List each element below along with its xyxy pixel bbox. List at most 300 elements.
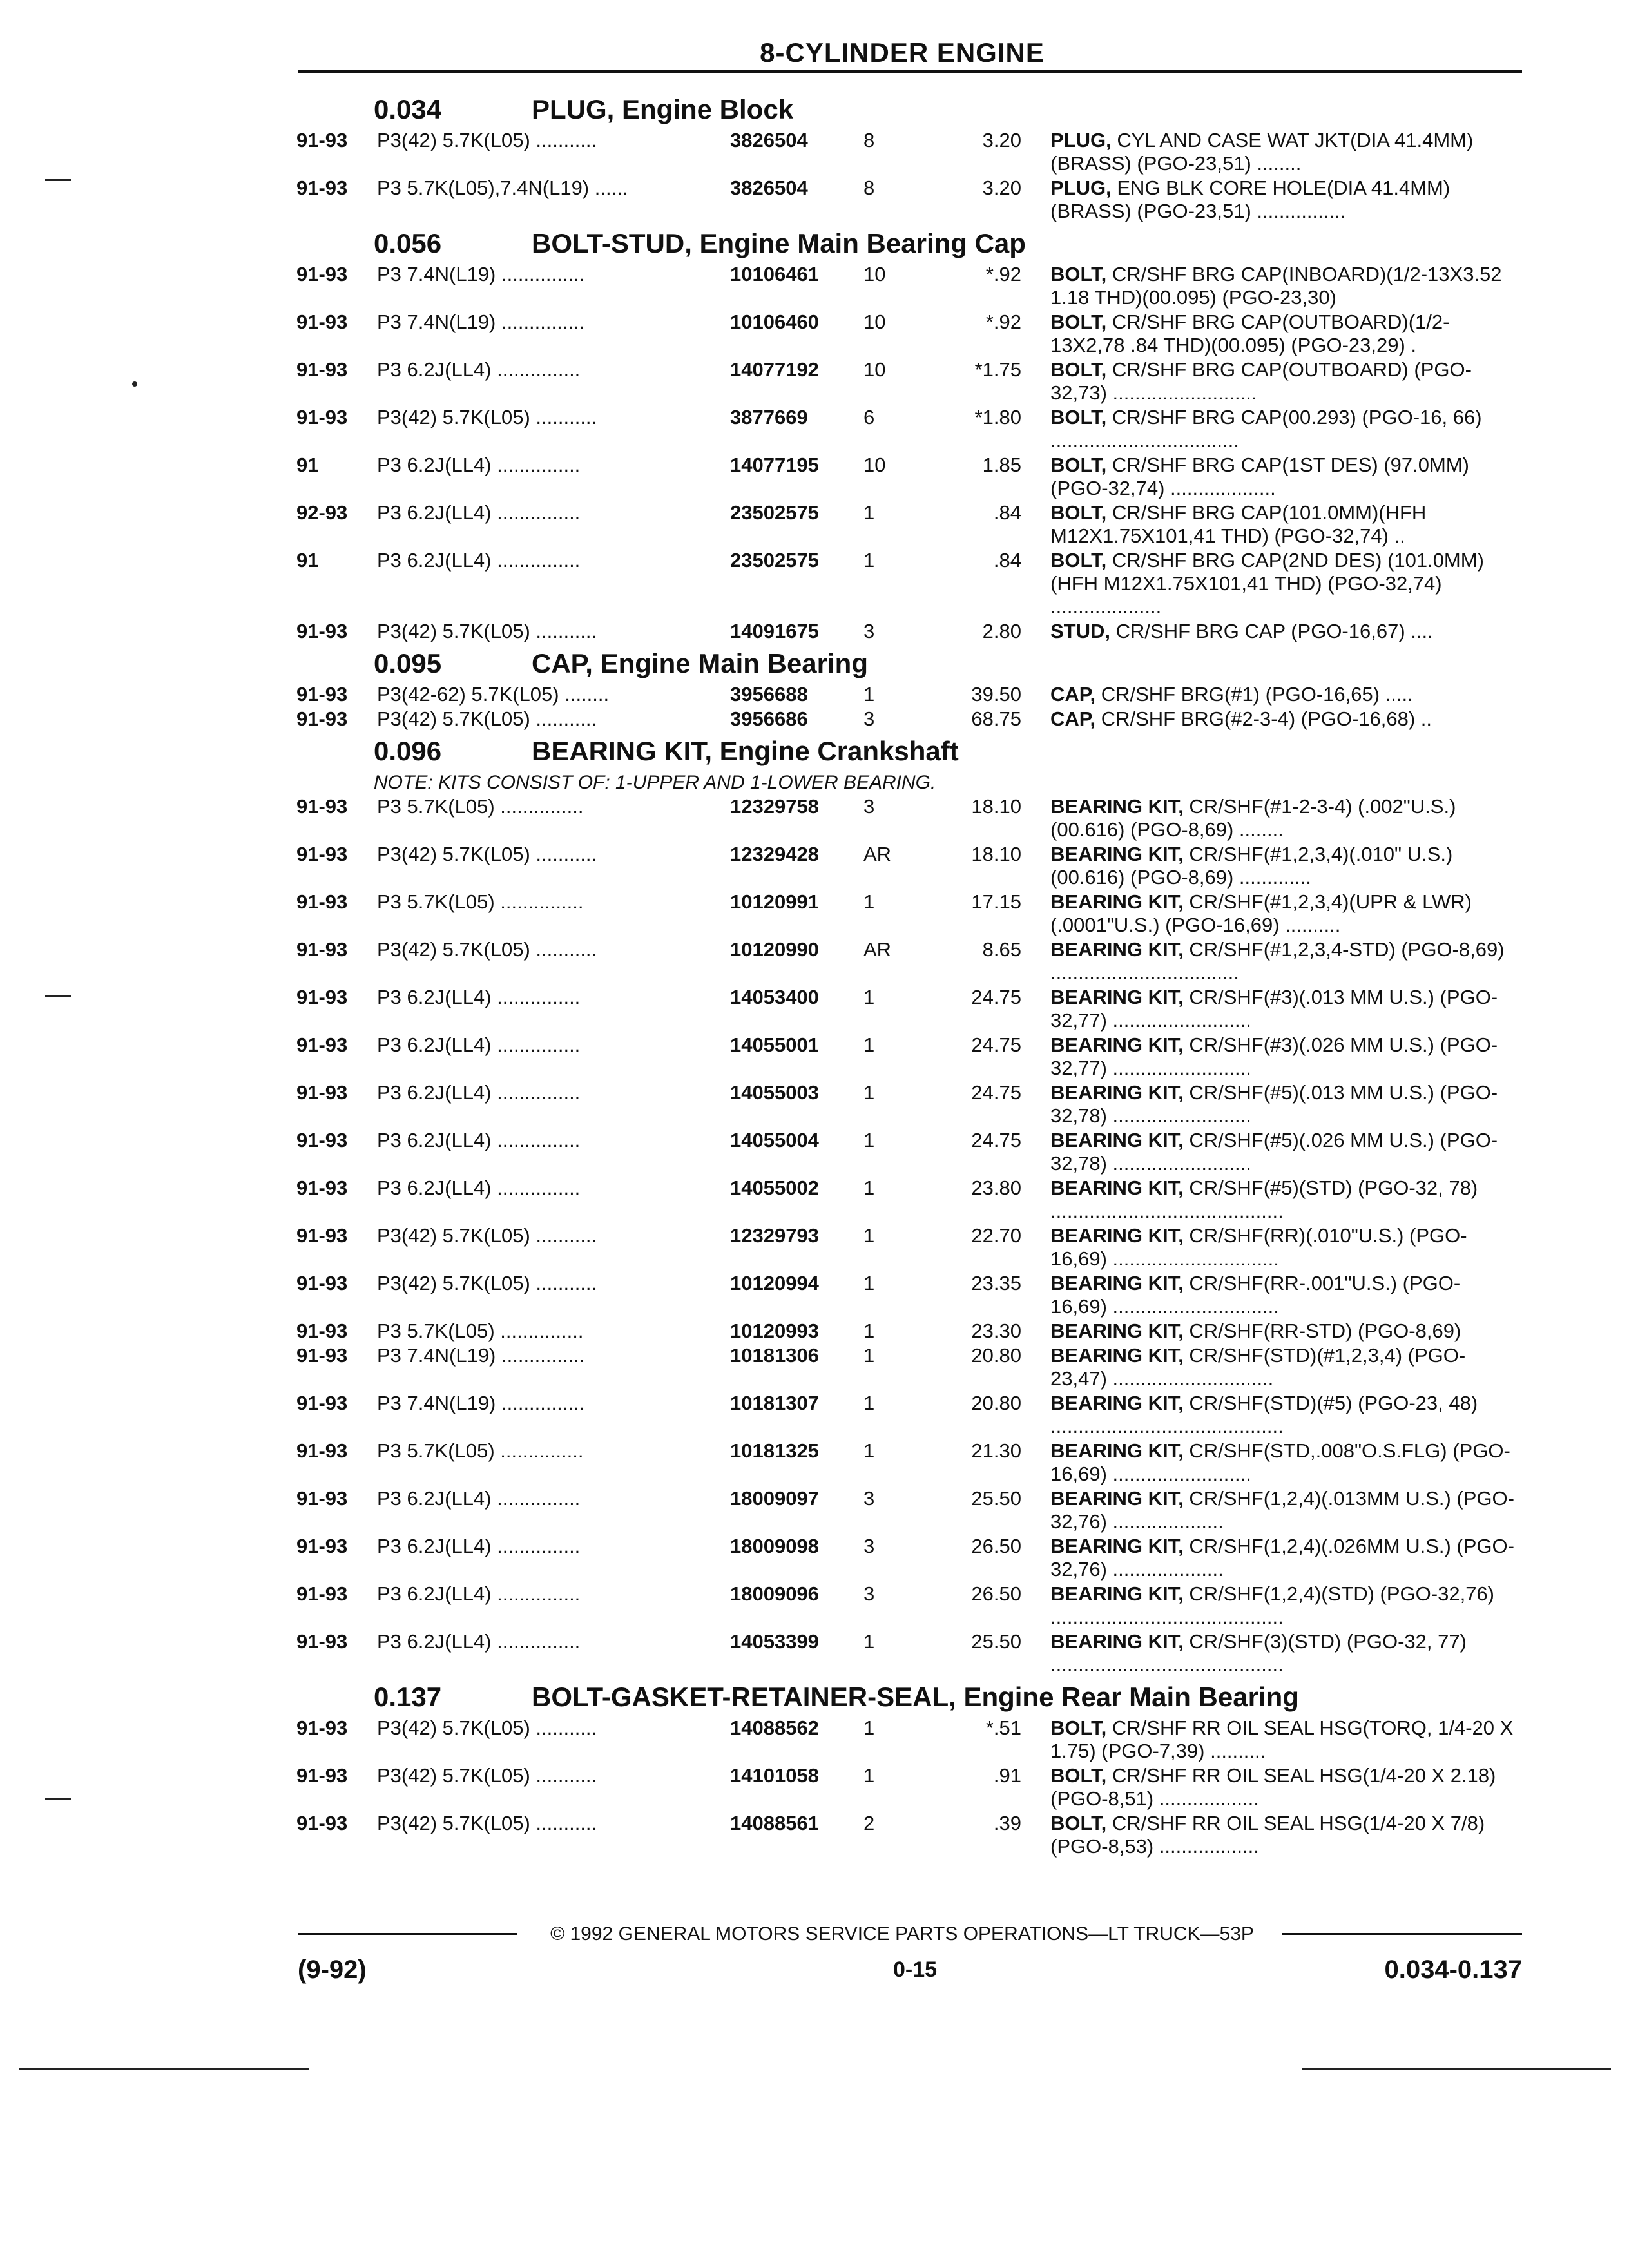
section-number: 0.137	[374, 1682, 442, 1712]
model-years: 91-93	[296, 1535, 348, 1557]
parts-row	[0, 311, 1629, 358]
part-number: 18009096	[730, 1582, 819, 1605]
title-rule	[298, 70, 1522, 73]
part-number: 12329758	[730, 795, 819, 818]
description	[1050, 1487, 1514, 1533]
parts-row	[0, 1224, 1629, 1272]
application: P3(42) 5.7K(L05) ...........	[377, 1716, 597, 1739]
parts-row	[0, 1582, 1629, 1630]
parts-row	[0, 843, 1629, 890]
quantity: 1	[863, 1320, 875, 1342]
price: *.92	[985, 263, 1021, 285]
description	[1050, 938, 1514, 985]
description-text: CR/SHF(#1-2-3-4) (.002"U.S.)(00.616) (PGO-8,69) ........	[1050, 795, 1456, 841]
quantity: 1	[863, 683, 875, 706]
quantity: 1	[863, 1630, 875, 1653]
description	[1050, 1129, 1514, 1175]
application: P3 6.2J(LL4) ...............	[377, 1630, 581, 1653]
application: P3(42) 5.7K(L05) ...........	[377, 1812, 597, 1834]
description-text: CR/SHF(1,2,4)(.013MM U.S.) (PGO-32,76) ....................	[1050, 1487, 1514, 1533]
application: P3(42) 5.7K(L05) ...........	[377, 938, 597, 961]
model-years: 91-93	[296, 129, 348, 151]
model-years: 91-93	[296, 1224, 348, 1247]
description-text: CR/SHF(STD)(#5) (PGO-23, 48) ..........................................	[1050, 1392, 1478, 1437]
price: 25.50	[971, 1630, 1021, 1653]
application: P3(42) 5.7K(L05) ...........	[377, 1764, 597, 1787]
model-years: 91-93	[296, 890, 348, 913]
description	[1050, 683, 1514, 706]
description-type: BOLT,	[1050, 501, 1107, 524]
model-years: 91-93	[296, 1812, 348, 1834]
application: P3(42) 5.7K(L05) ...........	[377, 843, 597, 865]
description	[1050, 1272, 1514, 1318]
section-title: PLUG, Engine Block	[532, 94, 794, 124]
parts-row	[0, 1716, 1629, 1764]
application: P3 7.4N(L19) ...............	[377, 263, 585, 285]
quantity: 1	[863, 1177, 875, 1199]
description-text: CR/SHF BRG CAP(00.293) (PGO-16, 66) ..................................	[1050, 406, 1482, 452]
part-number: 3956686	[730, 707, 808, 730]
description-type: BEARING KIT,	[1050, 1439, 1184, 1462]
description	[1050, 1716, 1514, 1763]
price: .39	[993, 1812, 1021, 1834]
section-heading	[0, 1678, 1629, 1716]
model-years: 91-93	[296, 358, 348, 381]
description-type: BEARING KIT,	[1050, 1487, 1184, 1510]
description-text: CR/SHF(RR)(.010"U.S.) (PGO-16,69) ..............................	[1050, 1224, 1467, 1270]
description-type: BEARING KIT,	[1050, 1630, 1184, 1653]
price: 1.85	[982, 454, 1021, 476]
model-years: 91-93	[296, 1320, 348, 1342]
price: 22.70	[971, 1224, 1021, 1247]
model-years: 91-93	[296, 1439, 348, 1462]
parts-row	[0, 1344, 1629, 1392]
price: 23.80	[971, 1177, 1021, 1199]
price: 24.75	[971, 1033, 1021, 1056]
section-number: 0.034	[374, 94, 442, 124]
description	[1050, 1033, 1514, 1080]
parts-row	[0, 1630, 1629, 1678]
price: *.92	[985, 311, 1021, 333]
scan-mark	[45, 1798, 71, 1800]
model-years: 91	[296, 454, 319, 476]
parts-row	[0, 986, 1629, 1033]
description-text: CR/SHF(RR-.001"U.S.) (PGO-16,69) ..............................	[1050, 1272, 1461, 1318]
application: P3 5.7K(L05) ...............	[377, 1320, 584, 1342]
application: P3(42) 5.7K(L05) ...........	[377, 129, 597, 151]
parts-row	[0, 795, 1629, 843]
application: P3 5.7K(L05),7.4N(L19) ......	[377, 177, 628, 199]
quantity: 1	[863, 1392, 875, 1414]
description	[1050, 311, 1514, 357]
parts-row	[0, 129, 1629, 177]
model-years: 91-93	[296, 1630, 348, 1653]
description	[1050, 986, 1514, 1032]
description	[1050, 795, 1514, 841]
parts-row	[0, 1033, 1629, 1081]
description-text: CR/SHF RR OIL SEAL HSG(1/4-20 X 2.18) (PGO-8,51) ..................	[1050, 1764, 1496, 1810]
scan-mark	[19, 2068, 309, 2070]
description-type: BOLT,	[1050, 1812, 1107, 1834]
description-type: BEARING KIT,	[1050, 1129, 1184, 1151]
footer-copyright: © 1992 GENERAL MOTORS SERVICE PARTS OPERATIONS—LT TRUCK—53P	[550, 1923, 1254, 1945]
price: 3.20	[982, 177, 1021, 199]
section-note	[0, 771, 1629, 795]
description	[1050, 707, 1514, 731]
quantity: 1	[863, 1081, 875, 1104]
application: P3 6.2J(LL4) ...............	[377, 1487, 581, 1510]
quantity: 1	[863, 501, 875, 524]
section-title: CAP, Engine Main Bearing	[532, 648, 868, 678]
description-text: CR/SHF(STD,.008"O.S.FLG) (PGO-16,69) .........................	[1050, 1439, 1510, 1485]
price: 18.10	[971, 795, 1021, 818]
parts-row	[0, 890, 1629, 938]
description	[1050, 1081, 1514, 1128]
section-number: 0.095	[374, 648, 442, 678]
price: 23.30	[971, 1320, 1021, 1342]
description-text: CR/SHF(#5)(STD) (PGO-32, 78) ..........................................	[1050, 1177, 1478, 1222]
description-text: CR/SHF(1,2,4)(STD) (PGO-32,76) ..........................................	[1050, 1582, 1495, 1628]
description-type: BEARING KIT,	[1050, 1320, 1184, 1342]
model-years: 91-93	[296, 1129, 348, 1151]
model-years: 91-93	[296, 795, 348, 818]
description-text: CR/SHF(#1,2,3,4-STD) (PGO-8,69) ..................................	[1050, 938, 1505, 984]
quantity: 3	[863, 707, 875, 730]
description	[1050, 843, 1514, 889]
description	[1050, 1344, 1514, 1390]
description-text: CR/SHF BRG CAP(OUTBOARD)(1/2-13X2,78 .84 THD)(00.095) (PGO-23,29) .	[1050, 311, 1450, 356]
description-type: BEARING KIT,	[1050, 1582, 1184, 1605]
parts-row	[0, 406, 1629, 454]
price: *1.80	[974, 406, 1021, 428]
quantity: 10	[863, 263, 886, 285]
parts-row	[0, 938, 1629, 986]
description	[1050, 549, 1514, 619]
price: 18.10	[971, 843, 1021, 865]
part-number: 3877669	[730, 406, 808, 428]
quantity: 1	[863, 1439, 875, 1462]
description-type: PLUG,	[1050, 129, 1112, 151]
quantity: 8	[863, 177, 875, 199]
model-years: 91-93	[296, 311, 348, 333]
price: 8.65	[982, 938, 1021, 961]
scan-dot	[132, 381, 137, 387]
price: 23.35	[971, 1272, 1021, 1294]
quantity: 1	[863, 986, 875, 1008]
application: P3 7.4N(L19) ...............	[377, 1344, 585, 1367]
application: P3 5.7K(L05) ...............	[377, 1439, 584, 1462]
description-text: CR/SHF BRG(#1) (PGO-16,65) .....	[1101, 683, 1413, 706]
description	[1050, 1224, 1514, 1271]
part-number: 10181306	[730, 1344, 819, 1367]
description-type: BEARING KIT,	[1050, 1535, 1184, 1557]
parts-row	[0, 1320, 1629, 1344]
description-type: BEARING KIT,	[1050, 1177, 1184, 1199]
description	[1050, 358, 1514, 405]
description-type: BEARING KIT,	[1050, 1033, 1184, 1056]
description-type: BEARING KIT,	[1050, 1224, 1184, 1247]
section-heading	[0, 732, 1629, 771]
price: 20.80	[971, 1344, 1021, 1367]
description	[1050, 263, 1514, 309]
part-number: 10106460	[730, 311, 819, 333]
model-years: 91-93	[296, 1272, 348, 1294]
part-number: 12329428	[730, 843, 819, 865]
description	[1050, 129, 1514, 175]
model-years: 91-93	[296, 1392, 348, 1414]
application: P3(42) 5.7K(L05) ...........	[377, 707, 597, 730]
description-type: BEARING KIT,	[1050, 1344, 1184, 1367]
parts-row	[0, 1487, 1629, 1535]
part-number: 3826504	[730, 129, 808, 151]
quantity: 1	[863, 1716, 875, 1739]
application: P3 6.2J(LL4) ...............	[377, 986, 581, 1008]
description	[1050, 1812, 1514, 1858]
description-type: BEARING KIT,	[1050, 1272, 1184, 1294]
description-text: ENG BLK CORE HOLE(DIA 41.4MM) (BRASS) (PGO-23,51) ................	[1050, 177, 1451, 222]
parts-row	[0, 1129, 1629, 1177]
application: P3 6.2J(LL4) ...............	[377, 501, 581, 524]
quantity: 1	[863, 1344, 875, 1367]
price: 2.80	[982, 620, 1021, 642]
model-years: 91-93	[296, 406, 348, 428]
description-text: CR/SHF BRG(#2-3-4) (PGO-16,68) ..	[1101, 707, 1432, 730]
model-years: 91	[296, 549, 319, 572]
page-number: 0-15	[892, 1957, 938, 1982]
quantity: 6	[863, 406, 875, 428]
price: 39.50	[971, 683, 1021, 706]
section-number: 0.056	[374, 228, 442, 258]
description-text: CR/SHF BRG CAP(101.0MM)(HFH M12X1.75X101,41 THD) (PGO-32,74) ..	[1050, 501, 1427, 547]
parts-row	[0, 1177, 1629, 1224]
application: P3 6.2J(LL4) ...............	[377, 1582, 581, 1605]
parts-row	[0, 1535, 1629, 1582]
model-years: 91-93	[296, 843, 348, 865]
parts-row	[0, 1764, 1629, 1812]
part-number: 14088561	[730, 1812, 819, 1834]
description-type: BEARING KIT,	[1050, 795, 1184, 818]
part-number: 14055003	[730, 1081, 819, 1104]
part-number: 3956688	[730, 683, 808, 706]
price: 24.75	[971, 1129, 1021, 1151]
application: P3(42) 5.7K(L05) ...........	[377, 1224, 597, 1247]
parts-row	[0, 620, 1629, 644]
description	[1050, 890, 1514, 937]
footer-date: (9-92)	[298, 1956, 367, 1984]
application: P3 6.2J(LL4) ...............	[377, 549, 581, 572]
price: 24.75	[971, 986, 1021, 1008]
description-type: BEARING KIT,	[1050, 986, 1184, 1008]
price: .84	[993, 549, 1021, 572]
part-number: 23502575	[730, 501, 819, 524]
description	[1050, 1320, 1514, 1343]
description-text: CR/SHF(#5)(.026 MM U.S.) (PGO-32,78) .........................	[1050, 1129, 1498, 1175]
description-type: BEARING KIT,	[1050, 890, 1184, 913]
description-type: BOLT,	[1050, 263, 1107, 285]
part-number: 14055004	[730, 1129, 819, 1151]
description	[1050, 454, 1514, 500]
description-text: CR/SHF(#1,2,3,4)(UPR & LWR)(.0001"U.S.) (PGO-16,69) ..........	[1050, 890, 1472, 936]
application: P3 6.2J(LL4) ...............	[377, 1033, 581, 1056]
description-type: BEARING KIT,	[1050, 938, 1184, 961]
parts-row	[0, 549, 1629, 620]
price: 26.50	[971, 1582, 1021, 1605]
description-text: CR/SHF BRG CAP(1ST DES) (97.0MM) (PGO-32,74) ...................	[1050, 454, 1469, 499]
price: 20.80	[971, 1392, 1021, 1414]
part-number: 14077192	[730, 358, 819, 381]
model-years: 91-93	[296, 1487, 348, 1510]
quantity: 1	[863, 890, 875, 913]
description	[1050, 406, 1514, 452]
scan-mark	[45, 995, 71, 997]
part-number: 10120990	[730, 938, 819, 961]
price: *1.75	[974, 358, 1021, 381]
model-years: 91-93	[296, 1764, 348, 1787]
parts-row	[0, 1272, 1629, 1320]
description-text: CR/SHF BRG CAP(OUTBOARD) (PGO-32,73) ..........................	[1050, 358, 1472, 404]
quantity: AR	[863, 843, 892, 865]
application: P3 6.2J(LL4) ...............	[377, 454, 581, 476]
footer-rule-left	[298, 1933, 517, 1935]
application: P3 5.7K(L05) ...............	[377, 795, 584, 818]
description-text: CR/SHF BRG CAP (PGO-16,67) ....	[1115, 620, 1433, 642]
description-type: PLUG,	[1050, 177, 1112, 199]
section-title: BOLT-GASKET-RETAINER-SEAL, Engine Rear Main Bearing	[532, 1682, 1299, 1712]
quantity: 10	[863, 454, 886, 476]
price: 24.75	[971, 1081, 1021, 1104]
part-number: 14088562	[730, 1716, 819, 1739]
note-text: NOTE: KITS CONSIST OF: 1-UPPER AND 1-LOWER BEARING.	[374, 772, 936, 793]
quantity: AR	[863, 938, 892, 961]
application: P3 6.2J(LL4) ...............	[377, 1535, 581, 1557]
description-type: BOLT,	[1050, 549, 1107, 572]
description-text: CR/SHF(1,2,4)(.026MM U.S.) (PGO-32,76) ....................	[1050, 1535, 1514, 1581]
part-number: 10120991	[730, 890, 819, 913]
description-text: CR/SHF(RR-STD) (PGO-8,69)	[1189, 1320, 1461, 1342]
quantity: 1	[863, 549, 875, 572]
model-years: 91-93	[296, 683, 348, 706]
price: .91	[993, 1764, 1021, 1787]
footer-rule-right	[1282, 1933, 1522, 1935]
parts-row	[0, 683, 1629, 707]
description	[1050, 1764, 1514, 1811]
quantity: 1	[863, 1224, 875, 1247]
price: 26.50	[971, 1535, 1021, 1557]
description	[1050, 1392, 1514, 1438]
model-years: 91-93	[296, 1344, 348, 1367]
description-text: CR/SHF(#5)(.013 MM U.S.) (PGO-32,78) .........................	[1050, 1081, 1498, 1127]
description-type: BOLT,	[1050, 311, 1107, 333]
quantity: 3	[863, 795, 875, 818]
description	[1050, 501, 1514, 548]
price: 3.20	[982, 129, 1021, 151]
parts-row	[0, 1392, 1629, 1439]
footer-section-range: 0.034-0.137	[1384, 1956, 1522, 1984]
application: P3(42) 5.7K(L05) ...........	[377, 406, 597, 428]
model-years: 91-93	[296, 1177, 348, 1199]
application: P3 6.2J(LL4) ...............	[377, 358, 581, 381]
quantity: 8	[863, 129, 875, 151]
quantity: 1	[863, 1033, 875, 1056]
application: P3 6.2J(LL4) ...............	[377, 1081, 581, 1104]
description-type: BOLT,	[1050, 1716, 1107, 1739]
application: P3(42) 5.7K(L05) ...........	[377, 620, 597, 642]
price: 25.50	[971, 1487, 1021, 1510]
model-years: 91-93	[296, 1716, 348, 1739]
description-type: BOLT,	[1050, 1764, 1107, 1787]
section-heading	[0, 90, 1629, 129]
part-number: 10120993	[730, 1320, 819, 1342]
part-number: 12329793	[730, 1224, 819, 1247]
description-type: STUD,	[1050, 620, 1110, 642]
part-number: 18009097	[730, 1487, 819, 1510]
section-title: BOLT-STUD, Engine Main Bearing Cap	[532, 228, 1026, 258]
part-number: 14055001	[730, 1033, 819, 1056]
price: 17.15	[971, 890, 1021, 913]
model-years: 92-93	[296, 501, 348, 524]
parts-row	[0, 1081, 1629, 1129]
description-text: CR/SHF(#3)(.013 MM U.S.) (PGO-32,77) .........................	[1050, 986, 1498, 1032]
quantity: 3	[863, 620, 875, 642]
section-heading	[0, 644, 1629, 683]
parts-catalog-content	[0, 90, 1629, 1860]
application: P3 6.2J(LL4) ...............	[377, 1177, 581, 1199]
page-title: 8-CYLINDER ENGINE	[760, 37, 1045, 68]
part-number: 14055002	[730, 1177, 819, 1199]
quantity: 3	[863, 1535, 875, 1557]
description-text: CR/SHF BRG CAP(INBOARD)(1/2-13X3.52 1.18 THD)(00.095) (PGO-23,30)	[1050, 263, 1502, 309]
part-number: 10106461	[730, 263, 819, 285]
quantity: 1	[863, 1129, 875, 1151]
description-text: CR/SHF(3)(STD) (PGO-32, 77) ..........................................	[1050, 1630, 1467, 1676]
description-text: CR/SHF(STD)(#1,2,3,4) (PGO-23,47) .............................	[1050, 1344, 1466, 1390]
section-heading	[0, 224, 1629, 263]
description-type: CAP,	[1050, 683, 1096, 706]
application: P3 7.4N(L19) ...............	[377, 311, 585, 333]
quantity: 3	[863, 1582, 875, 1605]
part-number: 10181307	[730, 1392, 819, 1414]
quantity: 10	[863, 311, 886, 333]
description-type: BOLT,	[1050, 454, 1107, 476]
description	[1050, 1535, 1514, 1581]
parts-row	[0, 1439, 1629, 1487]
description-type: CAP,	[1050, 707, 1096, 730]
description-text: CR/SHF RR OIL SEAL HSG(1/4-20 X 7/8) (PGO-8,53) ..................	[1050, 1812, 1485, 1858]
parts-row	[0, 358, 1629, 406]
application: P3 6.2J(LL4) ...............	[377, 1129, 581, 1151]
part-number: 3826504	[730, 177, 808, 199]
description-type: BOLT,	[1050, 358, 1107, 381]
price: *.51	[985, 1716, 1021, 1739]
model-years: 91-93	[296, 1033, 348, 1056]
section-number: 0.096	[374, 736, 442, 766]
description-type: BEARING KIT,	[1050, 843, 1184, 865]
application: P3 7.4N(L19) ...............	[377, 1392, 585, 1414]
description-text: CR/SHF BRG CAP(2ND DES) (101.0MM)(HFH M12X1.75X101,41 THD) (PGO-32,74) ....................	[1050, 549, 1484, 618]
description	[1050, 177, 1514, 223]
quantity: 1	[863, 1764, 875, 1787]
model-years: 91-93	[296, 707, 348, 730]
parts-row	[0, 263, 1629, 311]
description-text: CYL AND CASE WAT JKT(DIA 41.4MM)(BRASS) (PGO-23,51) ........	[1050, 129, 1474, 175]
part-number: 18009098	[730, 1535, 819, 1557]
part-number: 14101058	[730, 1764, 819, 1787]
description-text: CR/SHF(#1,2,3,4)(.010" U.S.)(00.616) (PGO-8,69) .............	[1050, 843, 1453, 889]
quantity: 3	[863, 1487, 875, 1510]
parts-row	[0, 1812, 1629, 1860]
model-years: 91-93	[296, 938, 348, 961]
application: P3 5.7K(L05) ...............	[377, 890, 584, 913]
